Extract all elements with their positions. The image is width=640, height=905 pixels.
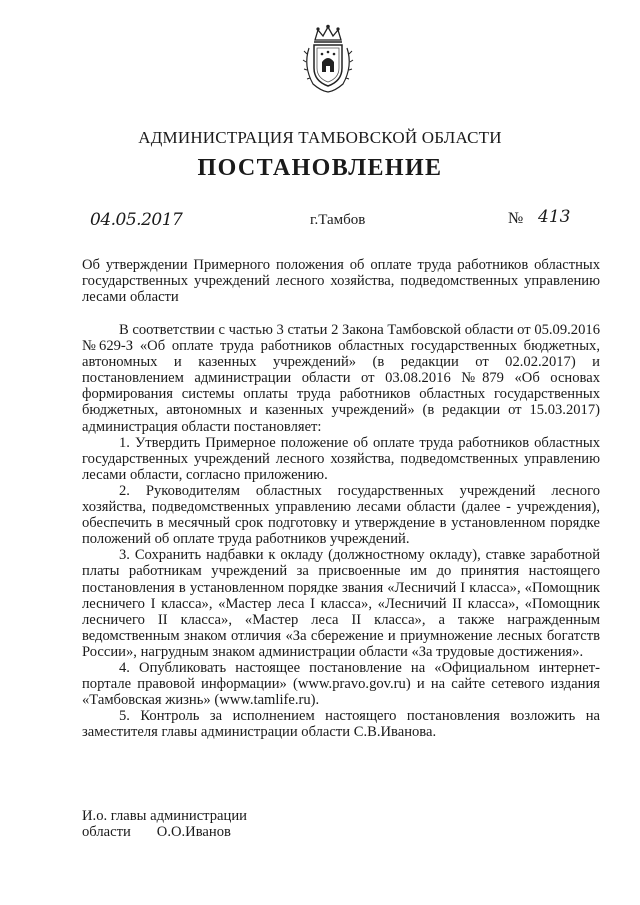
- issuing-authority: АДМИНИСТРАЦИЯ ТАМБОВСКОЙ ОБЛАСТИ: [138, 128, 502, 147]
- document-type-title: ПОСТАНОВЛЕНИЕ: [197, 155, 443, 181]
- document-subject: Об утверждении Примерного положения об оплате труда работников областных государственных учреждений лесного хозяйства, подведомственных управлению лесами области: [82, 257, 600, 305]
- signatory-position-line-2: [82, 824, 382, 840]
- handwritten-document-number: 413: [538, 207, 571, 227]
- city-label: г.Тамбов: [310, 212, 366, 228]
- signatory-name: О.О.Иванов: [156, 824, 231, 840]
- tambov-region-coat-of-arms-icon: [301, 24, 355, 94]
- clause-5: 5. Контроль за исполнением настоящего постановления возложить на заместителя главы администрации области С.В.Иванова.: [82, 708, 600, 741]
- signature-block: [82, 808, 382, 840]
- clause-4: 4. Опубликовать настоящее постановление на «Официальном интернет-портале правовой информации» (www.pravo.gov.ru) и на сайте сетевого издания «Тамбовская жизнь» (www.tamlife.ru).: [82, 659, 600, 709]
- clause-1: 1. Утвердить Примерное положение об оплате труда работников областных государственных учреждений лесного хозяйства, подведомственных управлению лесами области, согласно приложению.: [82, 434, 600, 483]
- clause-2: 2. Руководителям областных государственных учреждений лесного хозяйства, подведомственных управлению лесами области (далее - учреждения), обеспечить в месячный срок подготовку и утверждение в установленном порядке положений об оплате труда работников учреждений.: [82, 482, 600, 548]
- preamble-paragraph: В соответствии с частью 3 статьи 2 Закона Тамбовской области от 05.09.2016 №629-З «Об оплате труда работников областных государственных бюджетных, автономных и казенных учреждений» (в редакции от 02.02.2017) и постановлением администрации области от 03.08.2016 №879 «Об основах формирования системы оплаты труда работников областных государственных бюджетных, автономных и казенных учреждений» (в редакции от 15.03.2017) администрация области постановляет:: [82, 322, 600, 435]
- signatory-position-region: области: [82, 824, 131, 840]
- signatory-position-line-1: И.о. главы администрации: [82, 808, 247, 824]
- document-body: [82, 322, 600, 740]
- clause-3: 3. Сохранить надбавки к окладу (должностному окладу), ставке заработной платы работникам учреждений за присвоенные им до принятия настоящего постановления в установленном порядке звания «Лесничий I класса», «Помощник лесничего I класса», «Мастер леса I класса», «Лесничий II класса», «Помощник лесничего II класса», «Мастер леса II класса», а также награжденным ведомственным знаком отличия «За сбережение и приумножение лесных богатств России», нагрудным знаком администрации области «За трудовые достижения».: [82, 547, 600, 660]
- handwritten-date: 04.05.2017: [90, 210, 183, 230]
- number-sign: №: [508, 210, 524, 227]
